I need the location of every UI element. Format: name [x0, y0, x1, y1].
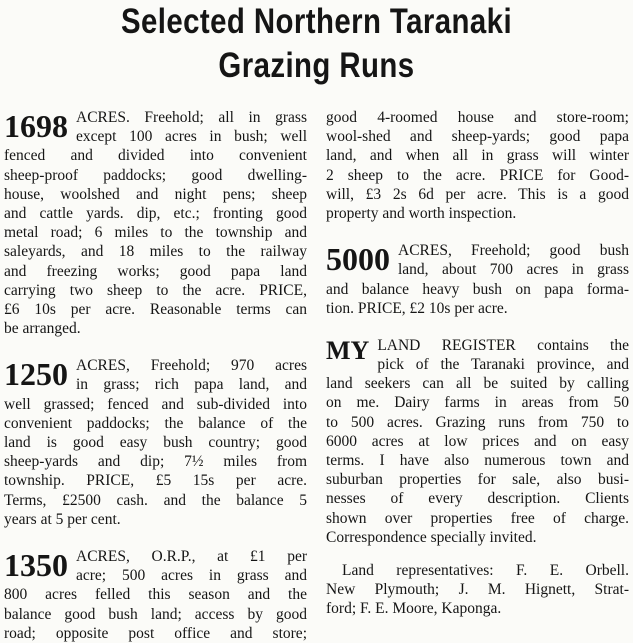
listing-line: ACRES, Freehold; 970 acres: [76, 357, 307, 375]
listing-line: ACRES, O.R.P., at £1 per: [76, 547, 307, 565]
listing-line: and cattle yards. dip, etc.; fronting good: [4, 204, 307, 222]
listing-number: 1250: [4, 356, 68, 393]
land-representatives: [326, 561, 629, 619]
listing-number: 5000: [326, 241, 390, 278]
listing-number: 1350: [4, 546, 68, 583]
listing-line: land is good easy bush country; good: [4, 434, 307, 451]
listing-line: balance good bush land; access by good: [4, 605, 307, 623]
listing-line: suburban properties for sale, also busi-: [326, 471, 629, 489]
listing-line: terms. I have also numerous town and: [326, 452, 629, 469]
listing-line: carrying two sheep to the acre. PRICE,: [4, 281, 307, 299]
listing-line: Terms, £2500 cash. and the balance 5: [4, 491, 307, 509]
listing-1350: [4, 547, 307, 643]
listing-1250: [4, 356, 307, 529]
listing-line: 2 sheep to the acre. PRICE for Good-: [326, 166, 629, 184]
listing-line: shown over properties free of charge.: [326, 509, 629, 527]
listing-line: convenient paddocks; the balance of the: [4, 414, 307, 432]
page-title: Selected Northern Taranaki: [120, 2, 513, 41]
listing-number: MY: [326, 335, 370, 365]
listing-line: ACRES. Freehold; all in grass: [76, 109, 307, 126]
listing-line: be arranged.: [4, 320, 81, 338]
left-column: [4, 108, 307, 643]
listing-number: 1698: [4, 108, 68, 144]
listing-line: saleyards, and 18 miles to the railway: [4, 243, 307, 261]
listing-line: Correspondence specially invited.: [326, 528, 537, 546]
page-subtitle: Grazing Runs: [218, 46, 415, 85]
listing-line: road; opposite post office and store;: [4, 624, 307, 642]
listing-line: acre; 500 acres in grass and: [76, 567, 307, 585]
listing-line: house, woolshed and night pens; sheep: [4, 185, 307, 203]
listing-line: ACRES, Freehold; good bush: [398, 242, 629, 260]
listing-line: 6000 acres at low prices and on easy: [326, 432, 629, 450]
listing-line: to 500 acres. Grazing runs from 750 to: [326, 413, 629, 431]
listing-line: and balance heavy bush on papa forma-: [326, 280, 629, 298]
listing-line: on me. Dairy farms in areas from 50: [326, 394, 629, 412]
listing-line: LAND REGISTER contains the: [377, 336, 629, 354]
listing-line: sheep-proof paddocks; good dwelling-: [4, 166, 307, 184]
listing-line: land, and when all in grass will winter: [326, 147, 629, 165]
land-register-notice: [326, 336, 629, 547]
listing-line: sheep-yards and dip; 7½ miles from: [4, 453, 307, 471]
listing-line: property and worth inspection.: [326, 204, 517, 222]
listing-line: land, about 700 acres in grass: [398, 261, 629, 279]
listing-line: township. PRICE, £5 15s per acre.: [4, 472, 307, 490]
listing-line: tion. PRICE, £2 10s per acre.: [326, 299, 508, 317]
listing-line: nesses of every description. Clients: [326, 490, 629, 508]
listing-line: good 4-roomed house and store-room;: [326, 109, 629, 126]
representatives-line: ford; F. E. Moore, Kaponga.: [326, 600, 502, 618]
listing-1698: [4, 108, 307, 338]
listing-line: will, £3 2s 6d per acre. This is a good: [326, 185, 629, 203]
listing-1350-continued: [326, 108, 629, 223]
right-column: [326, 108, 629, 619]
listing-line: pick of the Taranaki province, and: [377, 356, 629, 374]
representatives-line: Land representatives: F. E. Orbell.: [342, 561, 629, 579]
listing-line: well grassed; fenced and sub-divided into: [4, 395, 307, 413]
listing-line: except 100 acres in bush; well: [76, 128, 307, 146]
listing-line: fenced and divided into convenient: [4, 147, 307, 165]
listing-line: land seekers can all be suited by calling: [326, 375, 629, 393]
representatives-line: New Plymouth; J. M. Hignett, Strat-: [326, 581, 629, 599]
listing-5000: [326, 241, 629, 318]
listing-line: metal road; 6 miles to the township and: [4, 224, 307, 242]
listing-line: in grass; rich papa land, and: [76, 376, 307, 394]
listing-line: 800 acres felled this season and the: [4, 586, 307, 604]
listing-line: £6 10s per acre. Reasonable terms can: [4, 300, 307, 318]
listing-line: years at 5 per cent.: [4, 510, 121, 528]
listing-line: wool-shed and sheep-yards; good papa: [326, 128, 629, 146]
listing-line: and freezing works; good papa land: [4, 262, 307, 280]
